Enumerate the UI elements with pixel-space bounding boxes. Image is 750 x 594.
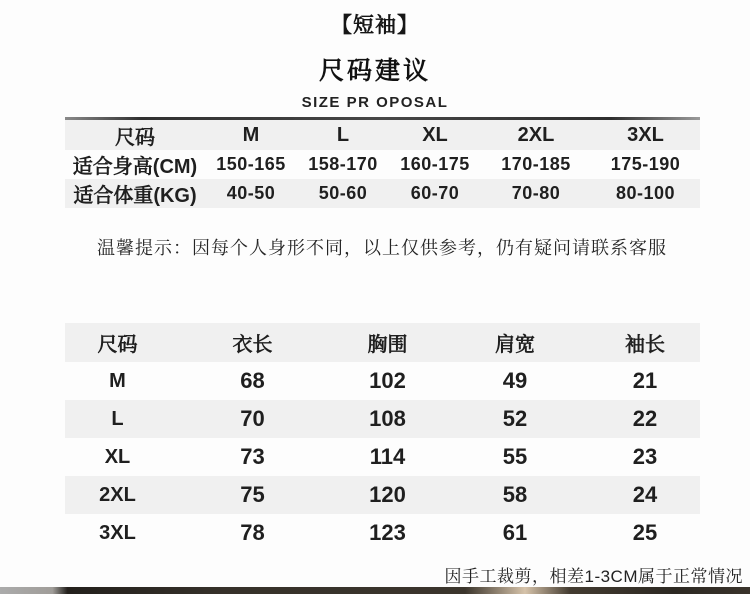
height-m: 150-165 [216,154,286,174]
row-label-height: 适合身高(CM) [72,156,198,178]
column-header-2xl: 2XL [517,123,555,146]
table-row-3xl [65,514,700,552]
reminder-note: 温馨提示：因每个人身形不同，以上仅供参考，仍有疑问请联系客服 [97,238,667,258]
length-value: 70 [240,406,265,431]
table-row-m [65,362,700,400]
bust-value: 102 [369,368,406,393]
table-row-weight [65,179,700,208]
column-header-m: M [242,123,260,146]
sleeve-value: 25 [632,520,658,545]
bust-value: 114 [369,444,406,469]
page-subtitle: SIZE PR OPOSAL [301,94,449,111]
shoulder-value: 58 [502,482,528,507]
column-header-length: 衣长 [232,334,273,356]
bust-value: 123 [369,520,406,545]
size-recommendation-table [65,117,700,208]
shoulder-value: 61 [502,520,528,545]
weight-xl: 60-70 [410,183,460,203]
length-value: 68 [240,368,265,393]
size-label: L [111,407,124,430]
column-header-l: L [336,123,350,146]
size-label: M [109,369,126,392]
weight-l: 50-60 [318,183,368,203]
column-header-shoulder: 肩宽 [495,334,535,356]
column-header-3xl: 3XL [627,123,664,146]
row-label-weight: 适合体重(KG) [73,185,197,207]
height-2xl: 170-185 [501,154,571,174]
sleeve-value: 23 [632,444,658,469]
table-row-2xl [65,476,700,514]
measurement-table [65,323,700,552]
table-row-height [65,150,700,179]
length-value: 78 [240,520,265,545]
weight-3xl: 80-100 [615,183,676,203]
table-row-xl [65,438,700,476]
shoulder-value: 49 [502,368,528,393]
shoulder-value: 55 [502,444,528,469]
height-l: 158-170 [308,154,378,174]
page-title: 尺码建议 [318,57,431,85]
column-header-sleeve: 袖长 [625,334,665,356]
weight-m: 40-50 [226,183,276,203]
header [0,0,750,111]
bust-value: 108 [369,406,406,431]
sleeve-value: 24 [632,482,658,507]
length-value: 73 [240,444,265,469]
sleeve-value: 22 [632,406,658,431]
cutting-tolerance-note: 因手工裁剪，相差1-3CM属于正常情况 [444,567,743,586]
bust-value: 120 [369,482,406,507]
length-value: 75 [240,482,265,507]
size-label: 3XL [99,521,136,544]
next-photo-edge [0,587,750,594]
column-header-size: 尺码 [97,334,138,356]
height-3xl: 175-190 [610,154,681,174]
measurement-header-row [65,323,700,362]
size-label: 2XL [99,483,136,506]
table-row-l [65,400,700,438]
column-header-xl: XL [422,123,448,146]
sleeve-value: 21 [632,368,658,393]
height-xl: 160-175 [400,154,470,174]
column-header-size: 尺码 [115,126,155,149]
weight-2xl: 70-80 [511,183,561,203]
size-label: XL [104,445,131,468]
column-header-bust: 胸围 [367,334,408,356]
table-header-row [65,120,700,150]
category-title: 【短袖】 [331,14,419,37]
shoulder-value: 52 [502,406,528,431]
